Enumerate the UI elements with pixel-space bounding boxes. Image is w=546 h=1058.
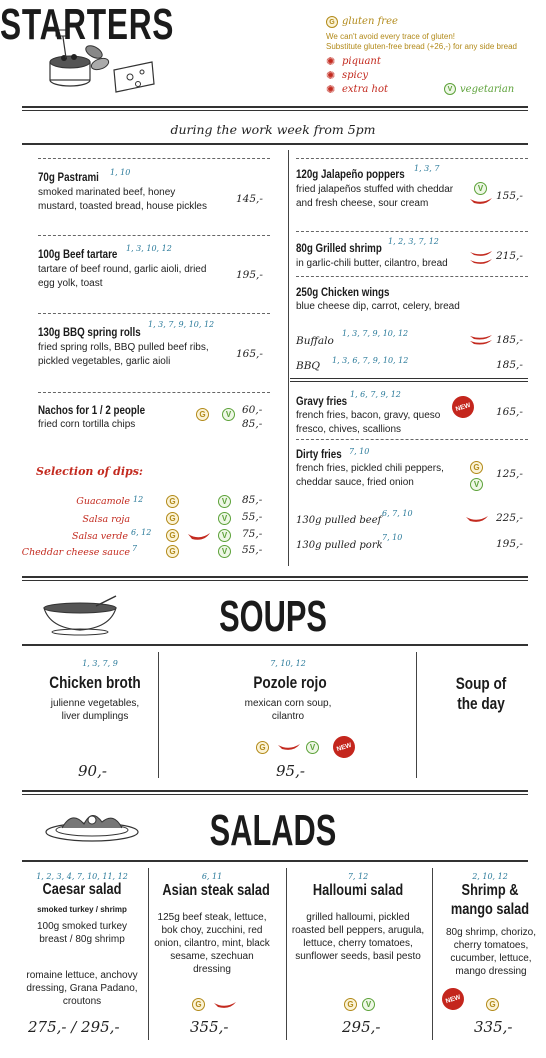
item-price: 155,-: [496, 190, 523, 202]
allergens: 6, 11: [201, 872, 223, 881]
divider: [296, 158, 528, 159]
item-desc: tartare of beef round, garlic aioli, dried egg yolk, toast: [38, 264, 207, 289]
allergens: 1, 3, 7: [414, 164, 440, 173]
divider: [38, 392, 270, 393]
gluten-free-icon: G: [326, 16, 338, 28]
divider: [38, 235, 270, 236]
item-name: 120g Jalapeño poppers: [296, 169, 405, 181]
item-desc: fried jalapeños stuffed with cheddar and fresh cheese, sour cream: [296, 184, 454, 209]
divider: [290, 378, 528, 382]
gluten-free-icon: G: [166, 545, 179, 558]
soup-name: Pozole rojo: [253, 673, 327, 692]
salad-name: Shrimp & mango salad: [450, 882, 530, 918]
vegetarian-icon: V: [218, 529, 231, 542]
chili-icon: [468, 249, 494, 267]
item-desc: smoked marinated beef, honey mustard, toasted bread, house pickles: [38, 187, 207, 212]
wings-bbq: BBQ: [296, 360, 321, 372]
allergens: 1, 3, 10, 12: [126, 244, 172, 253]
gluten-free-icon: G: [196, 408, 209, 421]
allergens: 1, 3, 7, 9, 10, 12: [342, 329, 409, 338]
item-price: 185,-: [496, 359, 523, 371]
allergens: 7, 10: [382, 533, 403, 542]
dip-name: Guacamole: [76, 496, 130, 507]
salad-name: Halloumi salad: [312, 882, 404, 899]
soup-desc: mexican corn soup, cilantro: [244, 698, 332, 722]
dip-name: Salsa verde: [71, 531, 128, 542]
salad-desc: 80g shrimp, chorizo, cherry tomatoes, cucumber, lettuce, mango dressing: [445, 927, 537, 977]
item-desc: in garlic-chili butter, cilantro, bread: [296, 258, 448, 269]
item-price: 215,-: [496, 250, 523, 262]
dip-price: 75,-: [242, 528, 263, 540]
dirty-pork: 130g pulled pork: [296, 540, 383, 551]
chili-icon: ✺: [326, 56, 336, 68]
divider: [38, 313, 270, 314]
allergens: 6, 7, 10: [382, 509, 413, 518]
item-desc: french fries, pickled chili peppers, cheddar sauce, fried onion: [296, 463, 444, 488]
vegetarian-icon: V: [218, 512, 231, 525]
item-price: 195,-: [496, 538, 523, 550]
salad-price: 275,- / 295,-: [28, 1018, 120, 1036]
salads-top-rule: [22, 860, 528, 862]
dip-price: 55,-: [242, 511, 263, 523]
item-name: 250g Chicken wings: [296, 287, 390, 299]
salad-desc: 100g smoked turkey breast / 80g shrimp: [36, 921, 128, 945]
item-desc: blue cheese dip, carrot, celery, bread: [296, 301, 460, 312]
chili-icon: ✺: [326, 84, 336, 96]
legend-vegetarian: vegetarian: [460, 84, 515, 95]
salad-name: Asian steak salad: [162, 882, 270, 899]
item-price: 165,-: [236, 348, 263, 360]
item-price: 145,-: [236, 193, 263, 205]
salad-desc: 125g beef steak, lettuce, bok choy, zucchini, red onion, cilantro, mint, black sesame, szechuan dressing: [154, 912, 270, 975]
chili-icon: [276, 742, 302, 752]
item-name: 130g BBQ spring rolls: [38, 327, 141, 339]
divider: [296, 439, 528, 440]
legend-piquant: piquant: [342, 56, 381, 67]
vegetarian-icon: V: [306, 741, 319, 754]
gluten-free-icon: G: [344, 998, 357, 1011]
soups-top-rule: [22, 644, 528, 646]
item-name: 80g Grilled shrimp: [296, 243, 382, 255]
soups-title: SOUPS: [219, 592, 327, 641]
gluten-free-icon: G: [256, 741, 269, 754]
allergens: 7, 10, 12: [270, 659, 306, 668]
vegetarian-icon: V: [474, 182, 487, 195]
item-price: 165,-: [496, 406, 523, 418]
allergens: 6, 12: [131, 528, 152, 537]
legend-extra-hot: extra hot: [342, 84, 388, 95]
allergens: 7, 10: [349, 447, 370, 456]
chili-icon: [468, 334, 494, 346]
legend-gluten-note2: Substitute gluten-free bread (+26,-) for any side bread: [326, 42, 517, 51]
subtitle-divider: [22, 143, 528, 145]
dip-name: Cheddar cheese sauce: [21, 547, 130, 558]
allergens: 1, 2, 3, 4, 7, 10, 11, 12: [36, 872, 128, 881]
allergens: 1, 2, 3, 7, 12: [388, 237, 439, 246]
salad-sub: smoked turkey / shrimp: [37, 905, 127, 914]
legend-gluten-note: We can't avoid every trace of gluten!: [326, 32, 456, 41]
chili-icon: [186, 531, 212, 543]
item-price: 195,-: [236, 269, 263, 281]
item-price: 225,-: [496, 512, 523, 524]
allergens: 1, 3, 6, 7, 9, 10, 12: [332, 356, 409, 365]
salad-name: Caesar salad: [42, 881, 122, 898]
gluten-free-icon: G: [166, 529, 179, 542]
soup-price: 90,-: [78, 762, 107, 780]
legend-gluten-free: gluten free: [342, 16, 398, 27]
vegetarian-icon: V: [362, 998, 375, 1011]
gluten-free-icon: G: [486, 998, 499, 1011]
allergens: 1, 3, 7, 9: [82, 659, 118, 668]
allergens: 2, 10, 12: [472, 872, 508, 881]
chili-icon: [468, 196, 494, 206]
salad-price: 295,-: [342, 1018, 381, 1036]
allergens: 7: [132, 544, 138, 553]
item-price: 125,-: [496, 468, 523, 480]
allergens: 1, 3, 7, 9, 10, 12: [148, 320, 215, 329]
item-name: Dirty fries: [296, 449, 342, 461]
soup-price: 95,-: [276, 762, 305, 780]
vegetarian-icon: V: [218, 545, 231, 558]
new-badge: NEW: [439, 985, 467, 1013]
item-price: 85,-: [242, 418, 263, 430]
allergens: 7, 12: [347, 872, 369, 881]
wings-buffalo: Buffalo: [296, 335, 334, 347]
header-divider: [22, 106, 528, 111]
item-name: 70g Pastrami: [38, 172, 99, 184]
dirty-beef: 130g pulled beef: [296, 515, 382, 526]
gluten-free-icon: G: [470, 461, 483, 474]
chili-icon: [464, 514, 490, 524]
column-divider: [148, 868, 149, 1040]
gluten-free-icon: G: [166, 495, 179, 508]
soup-bowl-illustration: [40, 594, 120, 636]
salad-price: 335,-: [474, 1018, 513, 1036]
soup-desc: julienne vegetables, liver dumplings: [50, 698, 140, 722]
starters-subtitle: during the work week from 5pm: [170, 122, 376, 137]
gluten-free-icon: G: [166, 512, 179, 525]
column-divider: [288, 150, 289, 566]
item-price: 60,-: [242, 404, 263, 416]
item-name: Nachos for 1 / 2 people: [38, 405, 146, 417]
dip-price: 85,-: [242, 494, 263, 506]
salad-plate-illustration: [42, 806, 142, 844]
vegetarian-icon: V: [444, 83, 456, 95]
allergens: 1, 10: [110, 168, 131, 177]
salad-desc: romaine lettuce, anchovy dressing, Grana Padano, croutons: [26, 970, 138, 1007]
new-badge: NEW: [330, 733, 358, 761]
vegetarian-icon: V: [470, 478, 483, 491]
dips-title: Selection of dips:: [36, 465, 143, 478]
item-name: 100g Beef tartare: [38, 249, 118, 261]
column-divider: [432, 868, 433, 1040]
starters-title: STARTERS: [0, 0, 175, 49]
soup-name: Chicken broth: [49, 673, 141, 692]
divider: [38, 158, 270, 159]
vegetarian-icon: V: [222, 408, 235, 421]
gluten-free-icon: G: [192, 998, 205, 1011]
dip-price: 55,-: [242, 544, 263, 556]
salad-desc: grilled halloumi, pickled roasted bell peppers, arugula, lettuce, cherry tomatoes, sunflower seeds, basil pesto: [291, 912, 425, 962]
chili-icon: [212, 1000, 238, 1010]
divider: [296, 276, 528, 277]
allergens: 12: [133, 495, 144, 504]
item-desc: french fries, bacon, gravy, queso fresco, chives, scallions: [296, 410, 441, 435]
chili-icon: ✺: [326, 70, 336, 82]
item-desc: fried spring rolls, BBQ pulled beef ribs, pickled vegetables, garlic aioli: [38, 342, 209, 367]
divider: [296, 231, 528, 232]
soups-divider: [22, 576, 528, 581]
item-name: Gravy fries: [296, 396, 348, 408]
allergens: 1, 6, 7, 9, 12: [350, 390, 401, 399]
dip-name: Salsa roja: [82, 514, 130, 525]
soup-of-the-day: Soup of the day: [455, 674, 507, 713]
vegetarian-icon: V: [218, 495, 231, 508]
salad-price: 355,-: [190, 1018, 229, 1036]
salads-title: SALADS: [209, 806, 337, 855]
new-badge: NEW: [449, 393, 477, 421]
salads-divider: [22, 790, 528, 795]
item-price: 185,-: [496, 334, 523, 346]
legend-spicy: spicy: [342, 70, 368, 81]
column-divider: [286, 868, 287, 1040]
column-divider: [158, 652, 159, 778]
column-divider: [416, 652, 417, 778]
item-desc: fried corn tortilla chips: [38, 419, 136, 430]
